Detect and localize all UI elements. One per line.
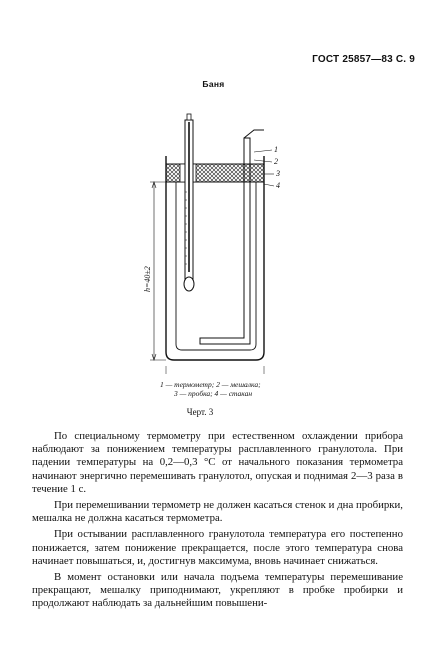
dimension-label: h=40±2: [143, 266, 152, 292]
body-text: [32, 430, 403, 614]
beaker-outline: [166, 156, 264, 360]
bath-apparatus-drawing: [140, 112, 300, 380]
legend-line-2: 3 — пробка; 4 — стакан: [174, 389, 253, 398]
figure-caption: Черт. 3: [186, 407, 214, 417]
figure-legend: [160, 380, 320, 398]
paragraph: При перемешивании термометр не должен касаться стенок и дна пробирки, мешалка не должна касаться термометра.: [32, 499, 403, 525]
thermometer-bulb: [184, 277, 194, 291]
callout-2: 2: [274, 157, 278, 166]
paragraph: При остывании расплавленного гранулотола температура его постепенно понижается, затем понижение прекращается, после этого температура снова начинает повышаться, и, достигнув максимума, вновь начинает снижаться.: [32, 528, 403, 567]
figure-title: Баня: [202, 79, 225, 89]
callout-3: 3: [276, 169, 280, 178]
paragraph: По специальному термометру при естественном охлаждении прибора наблюдают за понижением температуры расплавленного гранулотола. При падении температуры на 0,2—0,3 °С от начального показания термометра начинают энергично перемешивать гранулотол, опуская и поднимая 2—3 раза в течение 1 с.: [32, 430, 403, 495]
standard-header: ГОСТ 25857—83 С. 9: [312, 54, 415, 65]
legend-line-1: 1 — термометр; 2 — мешалка;: [160, 380, 261, 389]
paragraph: В момент остановки или начала подъема температуры перемешивание прекращают, мешалку приподнимают, укрепляют в пробке пробирки и продолжают наблюдать за дальнейшим повышени-: [32, 571, 403, 610]
callout-1: 1: [274, 145, 278, 154]
callout-4: 4: [276, 181, 280, 190]
